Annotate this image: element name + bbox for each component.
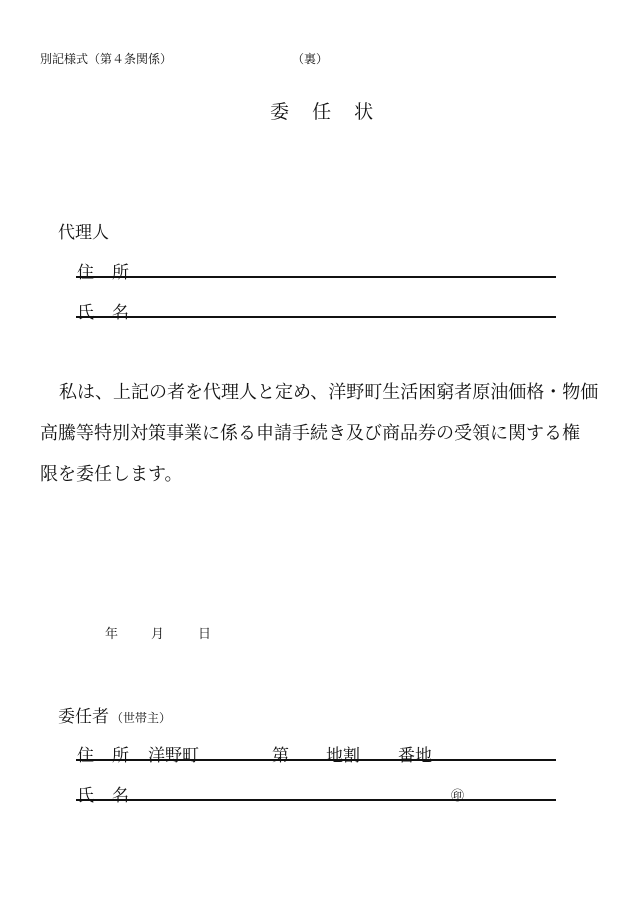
agent-address-char-2: 所 xyxy=(112,263,129,283)
statement-line-3: 限を委任します。 xyxy=(40,464,183,485)
principal-heading-note: （世帯主） xyxy=(111,711,172,725)
agent-name-line xyxy=(76,316,556,318)
principal-heading-text: 委任者 xyxy=(58,707,109,727)
principal-address-char-1: 住 xyxy=(77,746,94,766)
title-char-2: 任 xyxy=(312,101,332,123)
statement-line-1: 私は、上記の者を代理人と定め、洋野町生活困窮者原油価格・物価 xyxy=(59,382,599,403)
principal-chiwari: 地割 xyxy=(326,746,360,766)
date-year-label: 年 xyxy=(105,627,119,642)
agent-name-char-1: 氏 xyxy=(77,303,94,323)
date-day-label: 日 xyxy=(198,627,212,642)
principal-banchi: 番地 xyxy=(398,746,432,766)
form-reference: 別記様式（第４条関係） xyxy=(40,52,173,66)
document-title xyxy=(270,97,373,124)
agent-address-line xyxy=(76,276,556,278)
agent-address-char-1: 住 xyxy=(77,263,94,283)
principal-name-char-1: 氏 xyxy=(77,786,94,806)
principal-heading xyxy=(58,702,171,727)
statement-line-2: 高騰等特別対策事業に係る申請手続き及び商品券の受領に関する権 xyxy=(40,423,580,444)
principal-address-label xyxy=(77,741,129,766)
title-char-1: 委 xyxy=(270,101,290,123)
agent-name-label xyxy=(77,298,129,323)
date-month-label: 月 xyxy=(151,627,165,642)
principal-section-prefix: 第 xyxy=(272,746,289,766)
title-char-3: 状 xyxy=(354,101,374,123)
principal-address-char-2: 所 xyxy=(112,746,129,766)
principal-name-label xyxy=(77,781,129,806)
principal-address-line xyxy=(76,759,556,761)
principal-name-char-2: 名 xyxy=(112,786,129,806)
principal-town: 洋野町 xyxy=(148,746,199,766)
seal-mark-icon: ㊞ xyxy=(451,789,465,804)
agent-name-char-2: 名 xyxy=(112,303,129,323)
agent-address-label xyxy=(77,258,129,283)
page-side-label: （裏） xyxy=(292,52,329,66)
agent-heading: 代理人 xyxy=(58,223,109,243)
principal-name-line xyxy=(76,799,556,801)
